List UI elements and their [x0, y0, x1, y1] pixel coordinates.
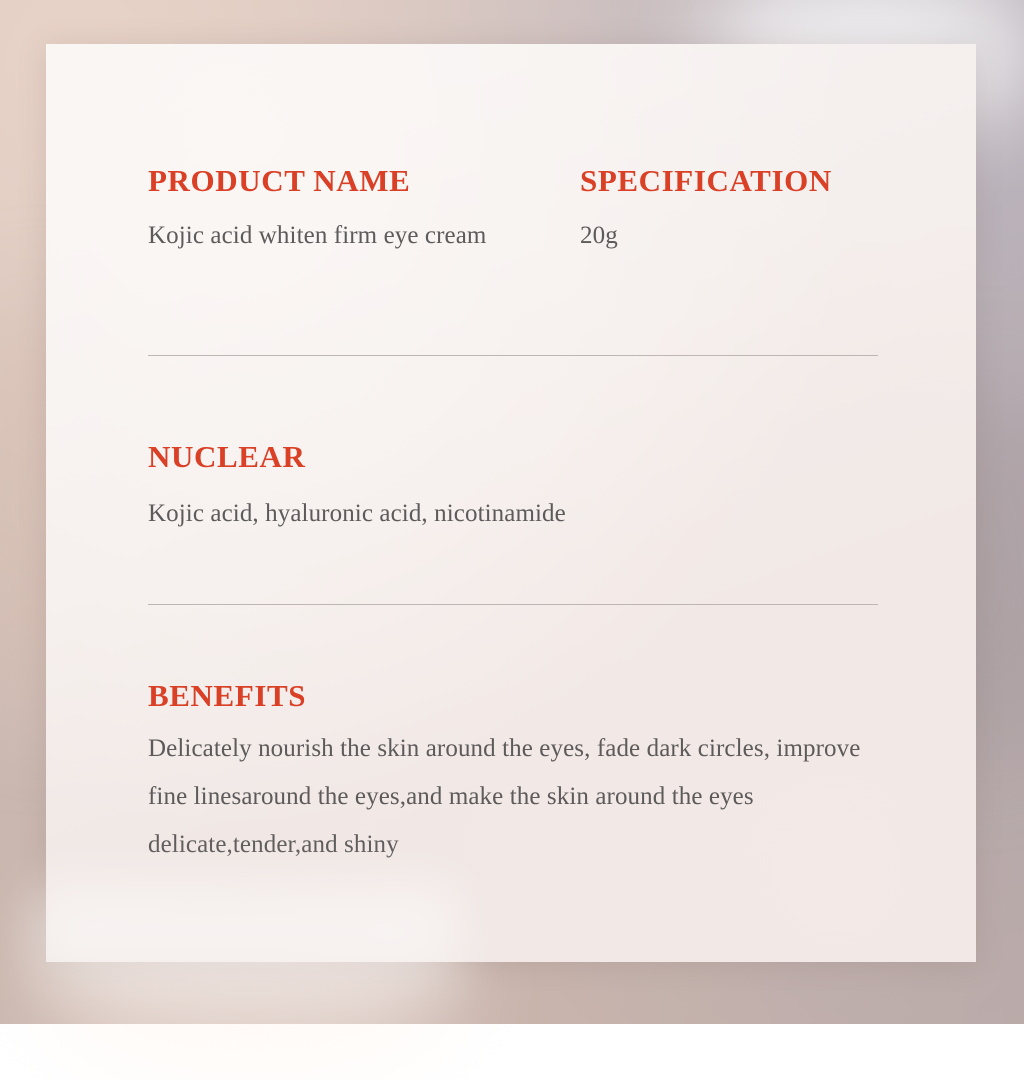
specification-value: 20g: [580, 222, 618, 250]
benefits-section: [148, 679, 890, 869]
product-info-card: [46, 44, 976, 962]
card-content: [148, 44, 888, 962]
divider-bottom: [148, 604, 878, 605]
product-name-section: [148, 164, 580, 257]
nuclear-value: Kojic acid, hyaluronic acid, nicotinamide: [148, 500, 566, 528]
top-row: [148, 164, 888, 257]
product-name-value: Kojic acid whiten firm eye cream: [148, 222, 487, 250]
product-name-heading: PRODUCT NAME: [148, 163, 411, 198]
specification-heading: SPECIFICATION: [580, 163, 832, 198]
nuclear-section: [148, 440, 888, 535]
nuclear-heading: NUCLEAR: [148, 439, 306, 474]
divider-top: [148, 355, 878, 356]
benefits-value: Delicately nourish the skin around the eyes, fade dark circles, improve fine linesaround the eyes,and make the skin around the eyes delicate,tender,and shiny: [148, 735, 861, 859]
specification-section: [580, 164, 888, 257]
benefits-heading: BENEFITS: [148, 678, 307, 713]
